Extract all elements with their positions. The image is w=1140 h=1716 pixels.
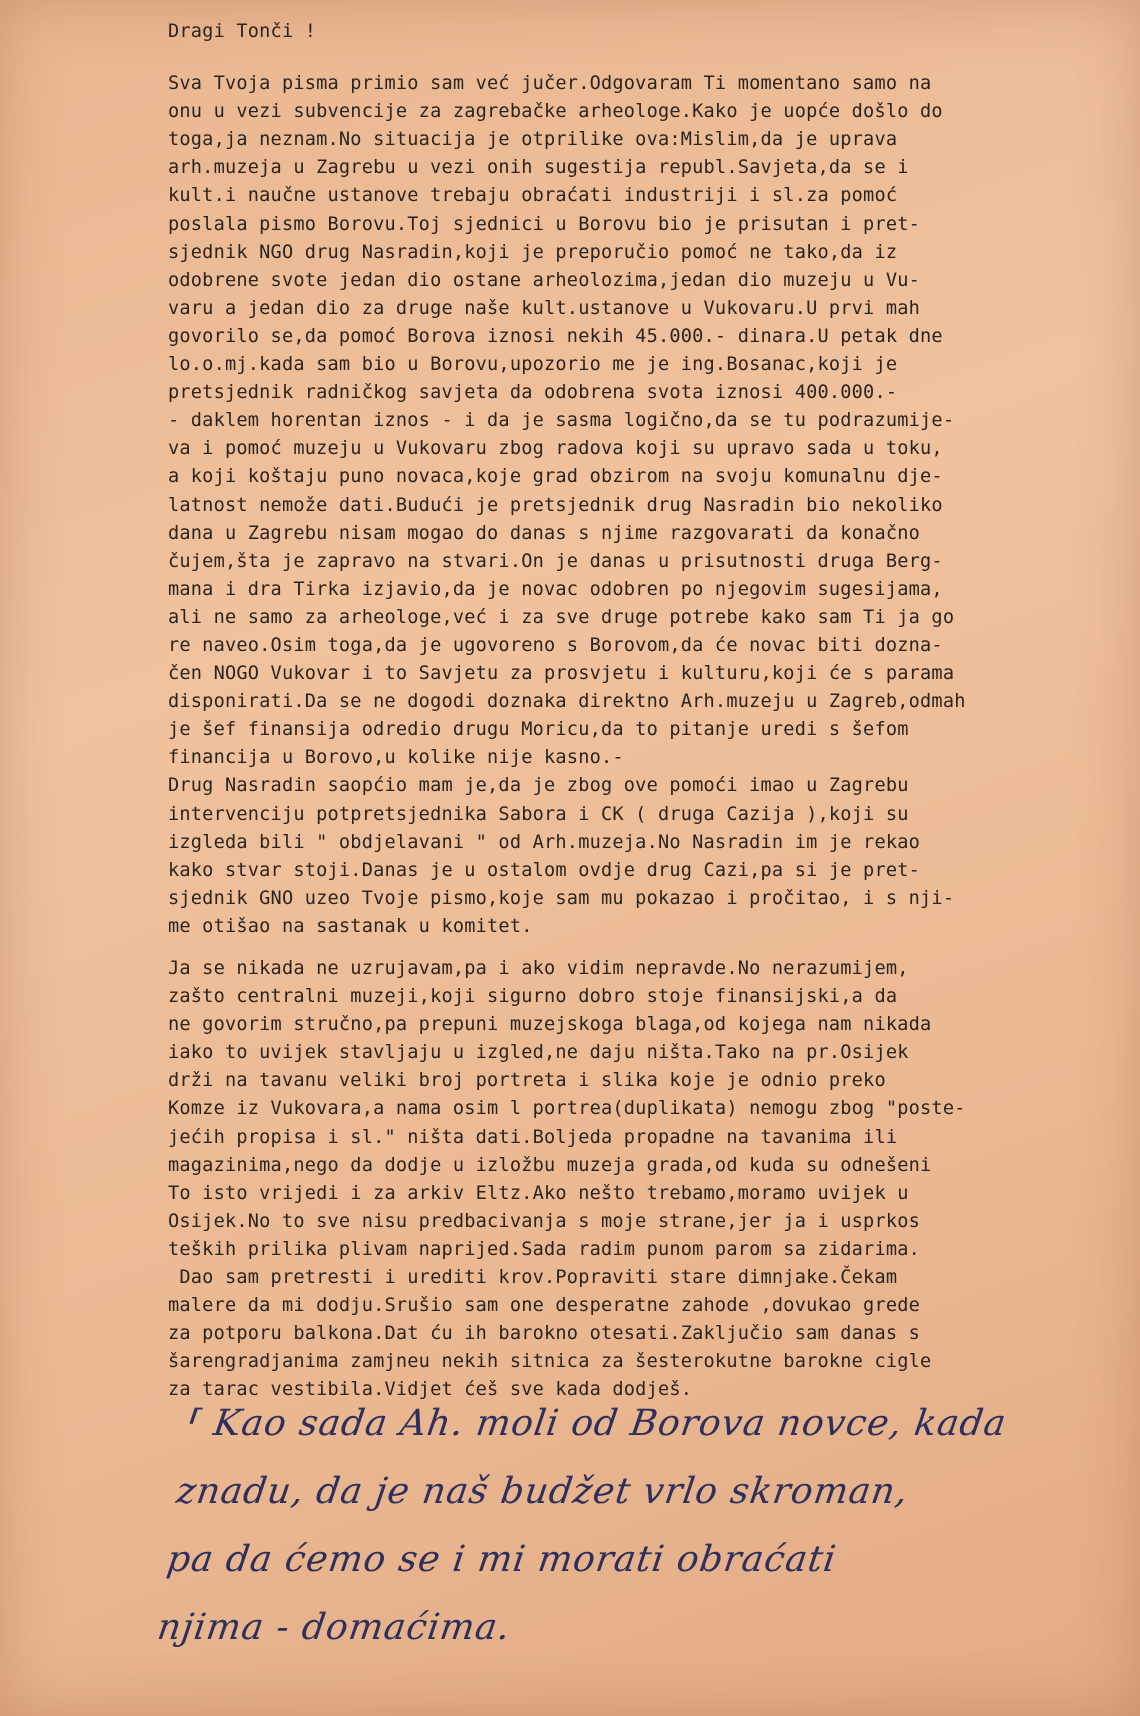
letter-line: varu a jedan dio za druge naše kult.ustanove u Vukovaru.U prvi mah: [168, 297, 921, 319]
letter-line: teških prilika plivam naprijed.Sada radim punom parom sa zidarima.: [168, 1238, 921, 1260]
letter-line: kako stvar stoji.Danas je u ostalom ovdje drug Cazi,pa si je pret-: [168, 859, 921, 881]
letter-line: jećih propisa i sl." ništa dati.Boljeda propadne na tavanima ili: [168, 1126, 898, 1148]
letter-line: malere da mi dodju.Srušio sam one desperatne zahode ,dovukao grede: [168, 1295, 921, 1317]
letter-line: drži na tavanu veliki broj portreta i slika koje je odnio preko: [168, 1070, 886, 1092]
letter-line: me otišao na sastanak u komitet.: [168, 915, 533, 937]
letter-line: disponirati.Da se ne dogodi doznaka direktno Arh.muzeju u Zagreb,odmah: [168, 691, 966, 713]
letter-line: odobrene svote jedan dio ostane arheolozima,jedan dio muzeju u Vu-: [168, 269, 921, 291]
letter-line: dana u Zagrebu nisam mogao do danas s njime razgovarati da konačno: [168, 522, 921, 544]
letter-line: ali ne samo za arheologe,već i za sve druge potrebe kako sam Ti ja go: [168, 606, 955, 628]
letter-line: latnost nemože dati.Budući je pretsjednik drug Nasradin bio nekoliko: [168, 494, 943, 516]
letter-line: lo.o.mj.kada sam bio u Borovu,upozorio me je ing.Bosanac,koji je: [168, 354, 898, 376]
letter-line: a koji koštaju puno novaca,koje grad obzirom na svoju komunalnu dje-: [168, 466, 943, 488]
letter-line: šarengradjanima zamjneu nekih sitnica za šesterokutne barokne cigle: [168, 1351, 932, 1373]
letter-line: re naveo.Osim toga,da je ugovoreno s Borovom,da će novac biti dozna-: [168, 634, 943, 656]
handwritten-line: pa da ćemo se i mi morati obraćati: [164, 1539, 839, 1580]
letter-line: čen NOGO Vukovar i to Savjetu za prosvjetu i kulturu,koji će s parama: [168, 663, 955, 685]
letter-line: onu u vezi subvencije za zagrebačke arheologe.Kako je uopće došlo do: [168, 101, 943, 123]
letter-line: kult.i naučne ustanove trebaju obraćati industriji i sl.za pomoć: [168, 185, 898, 207]
letter-greeting: Dragi Tonči !: [168, 21, 317, 42]
letter-line: sjednik NGO drug Nasradin,koji je preporučio pomoć ne tako,da iz: [168, 241, 898, 263]
letter-line: zašto centralni muzeji,koji sigurno dobro stoje finansijski,a da: [168, 986, 898, 1008]
letter-line: arh.muzeja u Zagrebu u vezi onih sugestija republ.Savjeta,da se i: [168, 157, 909, 179]
letter-line: financija u Borovo,u kolike nije kasno.-: [168, 747, 624, 769]
letter-line: toga,ja neznam.No situacija je otprilike ova:Mislim,da je uprava: [168, 129, 898, 151]
letter-line: pretsjednik radničkog savjeta da odobrena svota iznosi 400.000.-: [168, 382, 898, 404]
letter-line: izgleda bili " obdjelavani " od Arh.muzeja.No Nasradin im je rekao: [168, 831, 921, 853]
handwritten-line: znadu, da je naš budžet vrlo skroman,: [173, 1471, 911, 1512]
letter-line: Dao sam pretresti i urediti krov.Popraviti stare dimnjake.Čekam: [168, 1267, 898, 1289]
letter-line: mana i dra Tirka izjavio,da je novac odobren po njegovim sugesijama,: [168, 578, 943, 600]
letter-line: va i pomoć muzeju u Vukovaru zbog radova koji su upravo sada u toku,: [168, 438, 943, 460]
letter-line: za tarac vestibila.Vidjet ćeš sve kada dodješ.: [168, 1379, 693, 1401]
letter-line: poslala pismo Borovu.Toj sjednici u Borovu bio je prisutan i pret-: [168, 213, 921, 235]
letter-line: intervenciju potpretsjednika Sabora i CK ( druga Cazija ),koji su: [168, 803, 909, 825]
letter-line: Komze iz Vukovara,a nama osim l portrea(duplikata) nemogu zbog "poste-: [168, 1098, 966, 1120]
handwritten-line: ⸢ Kao sada Ah. moli od Borova novce, kada: [183, 1403, 1010, 1444]
letter-paragraph-1: [168, 70, 1098, 941]
letter-line: Drug Nasradin saopćio mam je,da je zbog ove pomoći imao u Zagrebu: [168, 775, 909, 797]
letter-line: je šef finansija odredio drugu Moricu,da to pitanje uredi s šefom: [168, 719, 909, 741]
letter-line: - daklem horentan iznos - i da je sasma logično,da se tu podrazumije-: [168, 410, 955, 432]
letter-line: za potporu balkona.Dat ću ih barokno otesati.Zaključio sam danas s: [168, 1323, 921, 1345]
letter-line: Ja se nikada ne uzrujavam,pa i ako vidim nepravde.No nerazumijem,: [168, 958, 909, 979]
letter-line: sjednik GNO uzeo Tvoje pismo,koje sam mu pokazao i pročitao, i s nji-: [168, 887, 955, 909]
letter-line: Osijek.No to sve nisu predbacivanja s moje strane,jer ja i usprkos: [168, 1210, 921, 1232]
letter-line: To isto vrijedi i za arkiv Eltz.Ako nešto trebamo,moramo uvijek u: [168, 1182, 909, 1204]
letter-line: čujem,šta je zapravo na stvari.On je danas u prisutnosti druga Berg-: [168, 550, 943, 572]
letter-line: govorilo se,da pomoć Borova iznosi nekih 45.000.- dinara.U petak dne: [168, 325, 943, 347]
letter-line: ne govorim stručno,pa prepuni muzejskoga blaga,od kojega nam nikada: [168, 1014, 932, 1036]
handwritten-note: [153, 1390, 1121, 1662]
letter-paragraph-2: [168, 955, 1098, 1405]
handwritten-line: njima - domaćima.: [154, 1607, 514, 1648]
letter-line: magazinima,nego da dodje u izložbu muzeja grada,od kuda su odnešeni: [168, 1154, 932, 1176]
typewritten-letter: [168, 18, 1098, 1419]
letter-line: Sva Tvoja pisma primio sam već jučer.Odgovaram Ti momentano samo na: [168, 73, 932, 95]
letter-line: iako to uvijek stavljaju u izgled,ne daju ništa.Tako na pr.Osijek: [168, 1042, 909, 1064]
